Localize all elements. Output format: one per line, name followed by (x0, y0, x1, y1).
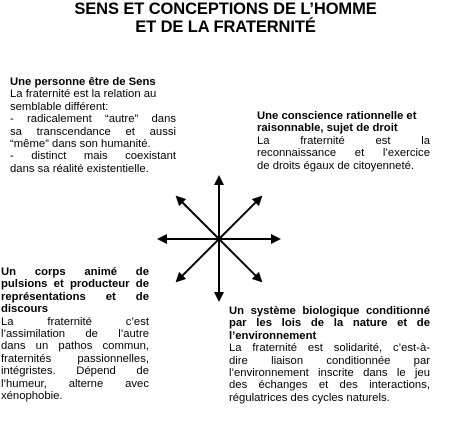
block-corps-line: La fraternité c’est (1, 315, 149, 328)
block-sens-line: - radicalement “autre” dans (10, 113, 176, 126)
block-sens-heading: Une personne être de Sens (10, 76, 156, 88)
arrow-up-right (219, 197, 261, 239)
block-corps-heading: représentations et de (1, 290, 149, 303)
block-corps-line: l’humeur, alterne avec (1, 377, 149, 390)
block-corps-heading: pulsions et producteur de (1, 278, 149, 291)
block-corps-line: dans un pathos commun, (1, 340, 149, 353)
title-line-1: SENS ET CONCEPTIONS DE L’HOMME (74, 0, 377, 18)
block-conscience-line: de droits égaux de citoyenneté. (257, 159, 415, 172)
arrow-down-right (219, 239, 261, 281)
arrow-up-left (177, 197, 219, 239)
block-systeme-line: régulatrices des cycles naturels. (229, 391, 390, 404)
block-systeme-heading: l’environnement (229, 329, 317, 342)
title-line-2: ET DE LA FRATERNITÉ (135, 18, 316, 36)
arrow-down-left (177, 239, 219, 281)
block-corps-heading: discours (1, 303, 49, 316)
block-corps-line: l’assimilation de l’autre (1, 328, 149, 341)
block-sens-line: semblable différent: (10, 100, 109, 113)
block-sens-line: La fraternité est la relation au (10, 88, 157, 101)
block-systeme-heading: Un système biologique conditionné (229, 305, 430, 317)
block-conscience-heading: Une conscience rationnelle et (257, 110, 417, 122)
block-sens-line: - distinct mais coexistant (10, 150, 176, 163)
block-systeme-heading: par les lois de la nature et de (229, 317, 430, 330)
block-corps-heading: Un corps animé de (1, 266, 149, 278)
block-systeme-line: dire liaison conditionnée par (229, 354, 430, 367)
block-conscience-line: reconnaissance et l’exercice (257, 147, 430, 160)
block-systeme-line: La fraternité est solidarité, c’est-à- (229, 342, 430, 355)
block-sens-line: dans sa réalité existentielle. (10, 162, 149, 175)
block-sens-line: “même” dans son humanité. (10, 138, 151, 151)
block-corps-line: fraternités passionnelles, (1, 352, 149, 365)
block-corps-line: intégristes. Dépend de (1, 365, 149, 378)
block-systeme-line: des échanges et des interactions, (229, 379, 430, 392)
block-conscience-line: La fraternité est la (257, 134, 430, 147)
block-conscience-heading: raisonnable, sujet de droit (257, 122, 398, 135)
block-corps-line: xénophobie. (1, 390, 63, 403)
block-systeme-line: l’environnement inscrite dans le jeu (229, 367, 430, 380)
block-sens-line: sa transcendance et aussi (10, 125, 176, 138)
